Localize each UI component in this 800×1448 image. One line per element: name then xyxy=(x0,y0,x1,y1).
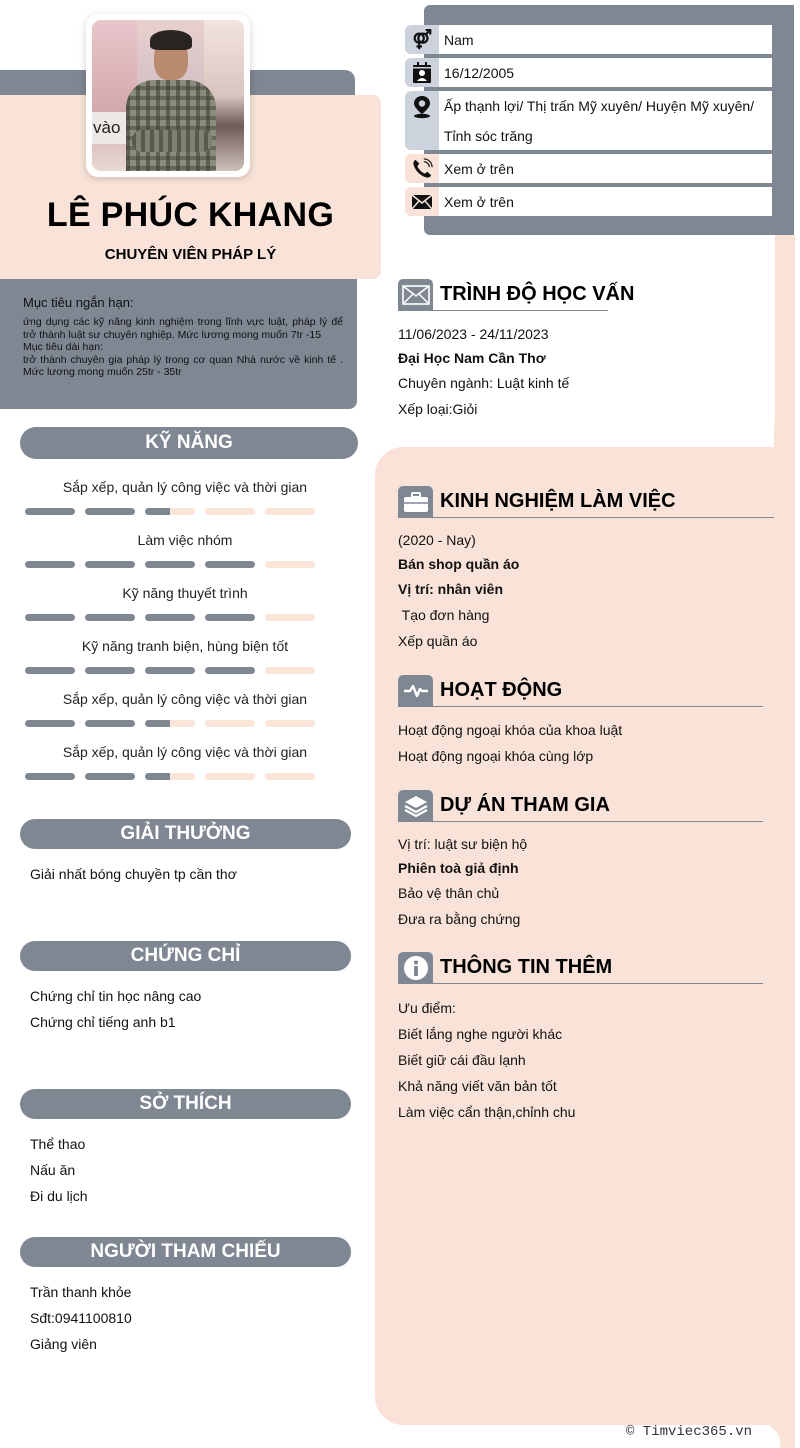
skill-label: Kỹ năng tranh biện, hùng biện tốt xyxy=(81,638,289,654)
phone-value: Xem ở trên xyxy=(444,161,514,177)
project-name: Phiên toà giả định xyxy=(398,860,519,876)
location-pin-icon xyxy=(405,91,439,150)
hobby-item: Nấu ăn xyxy=(30,1162,76,1178)
award-item: Giải nhất bóng chuyền tp cần thơ xyxy=(30,866,237,882)
decor-peach-strip xyxy=(774,235,795,450)
gender-value: Nam xyxy=(444,32,474,48)
education-heading xyxy=(398,279,635,311)
skill-label: Sắp xếp, quản lý công việc và thời gian xyxy=(62,691,308,707)
education-major: Chuyên ngành: Luật kinh tế xyxy=(398,375,570,391)
mail-icon xyxy=(405,187,439,216)
avatar-photo xyxy=(92,20,244,171)
extra-info-item: Ưu điểm: xyxy=(398,1000,456,1016)
project-position: Vị trí: luật sư biện hộ xyxy=(398,836,528,852)
skill-bar xyxy=(25,720,325,728)
experience-period: (2020 - Nay) xyxy=(398,532,476,548)
extra-info-heading xyxy=(398,952,763,984)
contact-birthdate xyxy=(405,58,772,87)
skill-label: Kỹ năng thuyết trình xyxy=(122,585,248,601)
footer-watermark[interactable]: © Timviec365.vn xyxy=(626,1424,753,1440)
pulse-icon xyxy=(398,675,433,707)
avatar[interactable] xyxy=(86,14,250,177)
long-term-label: Mục tiêu dài hạn: xyxy=(23,341,103,353)
candidate-title: CHUYÊN VIÊN PHÁP LÝ xyxy=(104,246,277,263)
education-school: Đại Học Nam Cần Thơ xyxy=(398,350,546,366)
birthdate-value: 16/12/2005 xyxy=(444,65,515,81)
projects-title: DỰ ÁN THAM GIA xyxy=(440,794,610,816)
experience-task: Xếp quần áo xyxy=(398,633,478,649)
certificate-item: Chứng chỉ tiếng anh b1 xyxy=(30,1014,176,1030)
contact-phone[interactable] xyxy=(405,154,772,183)
hobbies-heading: SỞ THÍCH xyxy=(20,1089,351,1119)
extra-info-item: Khả năng viết văn bản tốt xyxy=(398,1078,557,1094)
skill-bar xyxy=(25,667,325,675)
contact-address xyxy=(405,91,772,150)
calendar-icon xyxy=(405,58,439,87)
skill-bar xyxy=(25,773,325,781)
activities-title: HOẠT ĐỘNG xyxy=(440,679,563,701)
address-line-1: Ấp thạnh lợi/ Thị trấn Mỹ xuyên/ Huyện Mỹ xuyên/ xyxy=(444,98,755,114)
reference-item: Sđt:0941100810 xyxy=(30,1310,132,1326)
certificate-item: Chứng chỉ tin học nâng cao xyxy=(30,988,202,1004)
experience-company: Bán shop quần áo xyxy=(398,556,520,572)
experience-task: Tạo đơn hàng xyxy=(398,607,490,623)
layers-icon xyxy=(398,790,433,822)
hobby-item: Thể thao xyxy=(30,1136,86,1152)
phone-icon xyxy=(405,154,439,183)
skill-bar xyxy=(25,561,325,569)
experience-title: KINH NGHIỆM LÀM VIỆC xyxy=(440,490,676,512)
activity-item: Hoạt động ngoại khóa cùng lớp xyxy=(398,748,594,764)
info-icon xyxy=(398,952,433,984)
awards-heading: GIẢI THƯỞNG xyxy=(20,819,351,849)
skill-label: Làm việc nhóm xyxy=(137,532,233,548)
education-period: 11/06/2023 - 24/11/2023 xyxy=(398,326,549,342)
education-title: TRÌNH ĐỘ HỌC VẤN xyxy=(440,283,635,305)
activity-item: Hoạt động ngoại khóa của khoa luật xyxy=(398,722,623,738)
short-term-label: Mục tiêu ngắn hạn: xyxy=(23,295,134,310)
long-term-text: trở thành chuyên gia pháp lý trong cơ quan Nhà nước về kinh tế . Mức lương mong muốn 25tr - 35tr xyxy=(23,353,343,378)
education-grade: Xếp loại:Giỏi xyxy=(398,401,478,417)
career-objective xyxy=(0,279,357,409)
skills-heading: KỸ NĂNG xyxy=(20,427,358,459)
short-term-text: ứng dụng các kỹ năng kinh nghiệm trong lĩnh vực luật, pháp lý để trở thành luật sư chuyên nghiệp. Mức lương mong muốn 7tr -15 xyxy=(23,316,343,341)
skill-bar xyxy=(25,614,325,622)
contact-email[interactable] xyxy=(405,187,772,216)
extra-info-item: Biết giữ cái đầu lạnh xyxy=(398,1052,526,1068)
project-item: Bảo vệ thân chủ xyxy=(398,885,500,901)
address-line-2: Tỉnh sóc trăng xyxy=(444,128,533,144)
extra-info-title: THÔNG TIN THÊM xyxy=(440,956,613,978)
envelope-icon xyxy=(398,279,433,311)
skill-bar xyxy=(25,508,325,516)
skill-label: Sắp xếp, quản lý công việc và thời gian xyxy=(62,479,308,495)
extra-info-item: Làm việc cẩn thận,chỉnh chu xyxy=(398,1104,576,1120)
projects-heading xyxy=(398,790,763,822)
experience-position: Vị trí: nhân viên xyxy=(398,581,504,597)
candidate-name: LÊ PHÚC KHANG xyxy=(46,196,335,234)
references-heading: NGƯỜI THAM CHIẾU xyxy=(20,1237,351,1267)
certificates-heading: CHỨNG CHỈ xyxy=(20,941,351,971)
skill-label: Sắp xếp, quản lý công việc và thời gian xyxy=(62,744,308,760)
activities-heading xyxy=(398,675,763,707)
hobby-item: Đi du lịch xyxy=(30,1188,88,1204)
reference-item: Trần thanh khỏe xyxy=(30,1284,132,1300)
project-item: Đưa ra bằng chứng xyxy=(398,911,521,927)
photo-sign-text: vào xyxy=(92,112,136,144)
briefcase-icon xyxy=(398,486,433,518)
experience-heading xyxy=(398,486,774,518)
gender-icon xyxy=(405,25,439,54)
reference-item: Giảng viên xyxy=(30,1336,97,1352)
email-value: Xem ở trên xyxy=(444,194,514,210)
contact-gender xyxy=(405,25,772,54)
extra-info-item: Biết lắng nghe người khác xyxy=(398,1026,563,1042)
